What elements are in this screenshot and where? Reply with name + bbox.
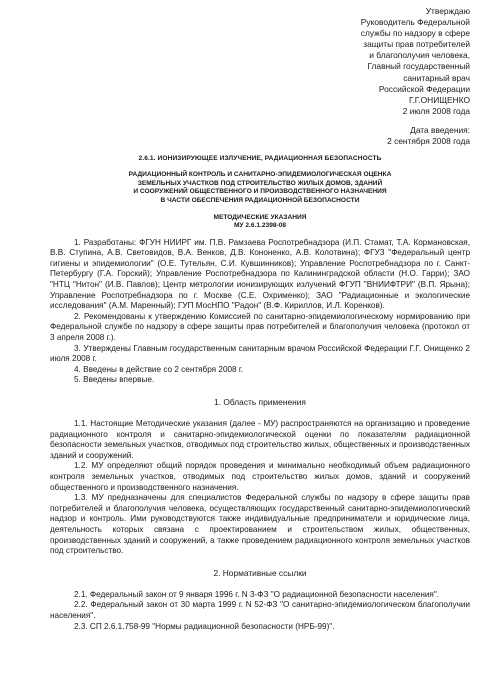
- section-2-body: [50, 590, 470, 632]
- approval-line: Главный государственный: [367, 61, 470, 72]
- info-paragraph: 4. Введены в действие со 2 сентября 2008 г.: [74, 364, 244, 374]
- section-paragraph: 1.2. МУ определяют общий порядок проведения и минимально необходимый объем радиационного контроля земельных участков, отводимых под строительство жилых домов, зданий и сооружений общественного и производственного назначения.: [50, 461, 470, 492]
- info-paragraph: 3. Утверждены Главным государственным санитарным врачом Российской Федерации Г.Г. Онищенко 2 июля 2008 г.: [50, 343, 470, 364]
- approval-line: и благополучия человека,: [369, 50, 470, 61]
- section-paragraph: 1.1. Настоящие Методические указания (далее - МУ) распространяются на организацию и проведение радиационного контроля и санитарно-эпидемиологической оценки по показателям радиационной безопасности земельных участков, отводимых под строительство жилых, общественных и производственных зданий и сооружений.: [50, 419, 470, 460]
- section-code-heading: 2.6.1. ИОНИЗИРУЮЩЕЕ ИЗЛУЧЕНИЕ, РАДИАЦИОННАЯ БЕЗОПАСНОСТЬ: [138, 155, 382, 163]
- section-2-heading: 2. Нормативные ссылки: [213, 567, 307, 578]
- section-paragraph: 2.1. Федеральный закон от 9 января 1996 г. N 3-ФЗ "О радиационной безопасности населения".: [74, 589, 440, 599]
- info-paragraph: 2. Рекомендованы к утверждению Комиссией по санитарно-эпидемиологическому нормированию при Федеральной службе по надзору в сфере защиты прав потребителей и благополучия человека (протокол от 3 апреля 2008 г.).: [50, 311, 470, 343]
- introduction-date-value: 2 сентября 2008 года: [387, 136, 470, 147]
- approval-line: Руководитель Федеральной: [360, 17, 470, 28]
- approval-line: санитарный врач: [403, 72, 470, 83]
- introduction-date-label: Дата введения:: [410, 124, 470, 135]
- info-paragraph: 1. Разработаны: ФГУН НИИРГ им. П.В. Рамзаева Роспотребнадзора (И.П. Стамат, Т.А. Кормановская, В.В. Ступина, А.В. Световидов, В.А. Венков, Д.В. Кононенко, А.В. Колотвина); ФГУЗ "Федеральный центр гигиены и эпидемиологии" (О.Е. Тутельян, С.И. Кувшинников); Управление Роспотребнадзора по г. Санкт-Петербургу (Г.А. Горский); Управление Роспотребнадзора по Калининградской области (Н.О. Гарри); ЗАО "НТЦ "Нитон" (И.В. Павлов); Центр метрологии ионизирующих излучений ФГУП "ВНИИФТРИ" (В.П. Ярына); Управление Роспотребнадзора по г. Москве (С.Е. Охрименко); ЗАО "Радиационные и экологические исследования" (А.М. Маренный); ГУП МосНПО "Радон" (В.Ф. Кириллов, И.Л. Коренков).: [50, 237, 470, 311]
- approval-block: [50, 6, 470, 117]
- section-1-body: [50, 419, 470, 557]
- document-title-line: В ЧАСТИ ОБЕСПЕЧЕНИЯ РАДИАЦИОННОЙ БЕЗОПАСНОСТИ: [160, 196, 360, 204]
- approval-line: 2 июля 2008 года: [402, 105, 470, 116]
- info-paragraph: 5. Введены впервые.: [74, 375, 155, 385]
- approval-line: службы по надзору в сфере: [360, 28, 470, 39]
- introduction-date-block: [50, 125, 470, 147]
- section-paragraph: 2.2. Федеральный закон от 30 марта 1999 г. N 52-ФЗ "О санитарно-эпидемиологическом благополучии населения".: [50, 600, 470, 620]
- approval-line: защиты прав потребителей: [363, 39, 470, 50]
- document-type: МЕТОДИЧЕСКИЕ УКАЗАНИЯ: [213, 213, 307, 221]
- approval-line: Российской Федерации: [378, 83, 470, 94]
- document-title-line: РАДИАЦИОННЫЙ КОНТРОЛЬ И САНИТАРНО-ЭПИДЕМИОЛОГИЧЕСКАЯ ОЦЕНКА: [128, 171, 392, 179]
- document-title: [50, 171, 470, 205]
- document-title-line: И СООРУЖЕНИЙ ОБЩЕСТВЕННОГО И ПРОИЗВОДСТВЕННОГО НАЗНАЧЕНИЯ: [133, 188, 387, 196]
- approval-line: Г.Г.ОНИЩЕНКО: [408, 94, 470, 105]
- document-title-line: ЗЕМЕЛЬНЫХ УЧАСТКОВ ПОД СТРОИТЕЛЬСТВО ЖИЛЫХ ДОМОВ, ЗДАНИЙ: [137, 179, 383, 187]
- section-paragraph: 1.3. МУ предназначены для специалистов Федеральной службы по надзору в сфере защиты прав потребителей и благополучия человека, осуществляющих государственный санитарно-эпидемиологический надзор и контроль. Ими руководствуются также индивидуальные предприниматели и юридические лица, деятельность которых связана с проектированием и строительством жилых, общественных, производственных зданий и сооружений, а также проведением радиационного контроля земельных участков под строительство.: [50, 493, 470, 556]
- document-info-list: [50, 238, 470, 386]
- approval-line: Утверждаю: [425, 6, 470, 16]
- section-1-heading: 1. Область применения: [214, 397, 306, 407]
- document-number: МУ 2.6.1.2398-08: [233, 222, 287, 230]
- document-type-block: [50, 214, 470, 231]
- section-paragraph: 2.3. СП 2.6.1.758-99 "Нормы радиационной безопасности (НРБ-99)".: [74, 621, 335, 631]
